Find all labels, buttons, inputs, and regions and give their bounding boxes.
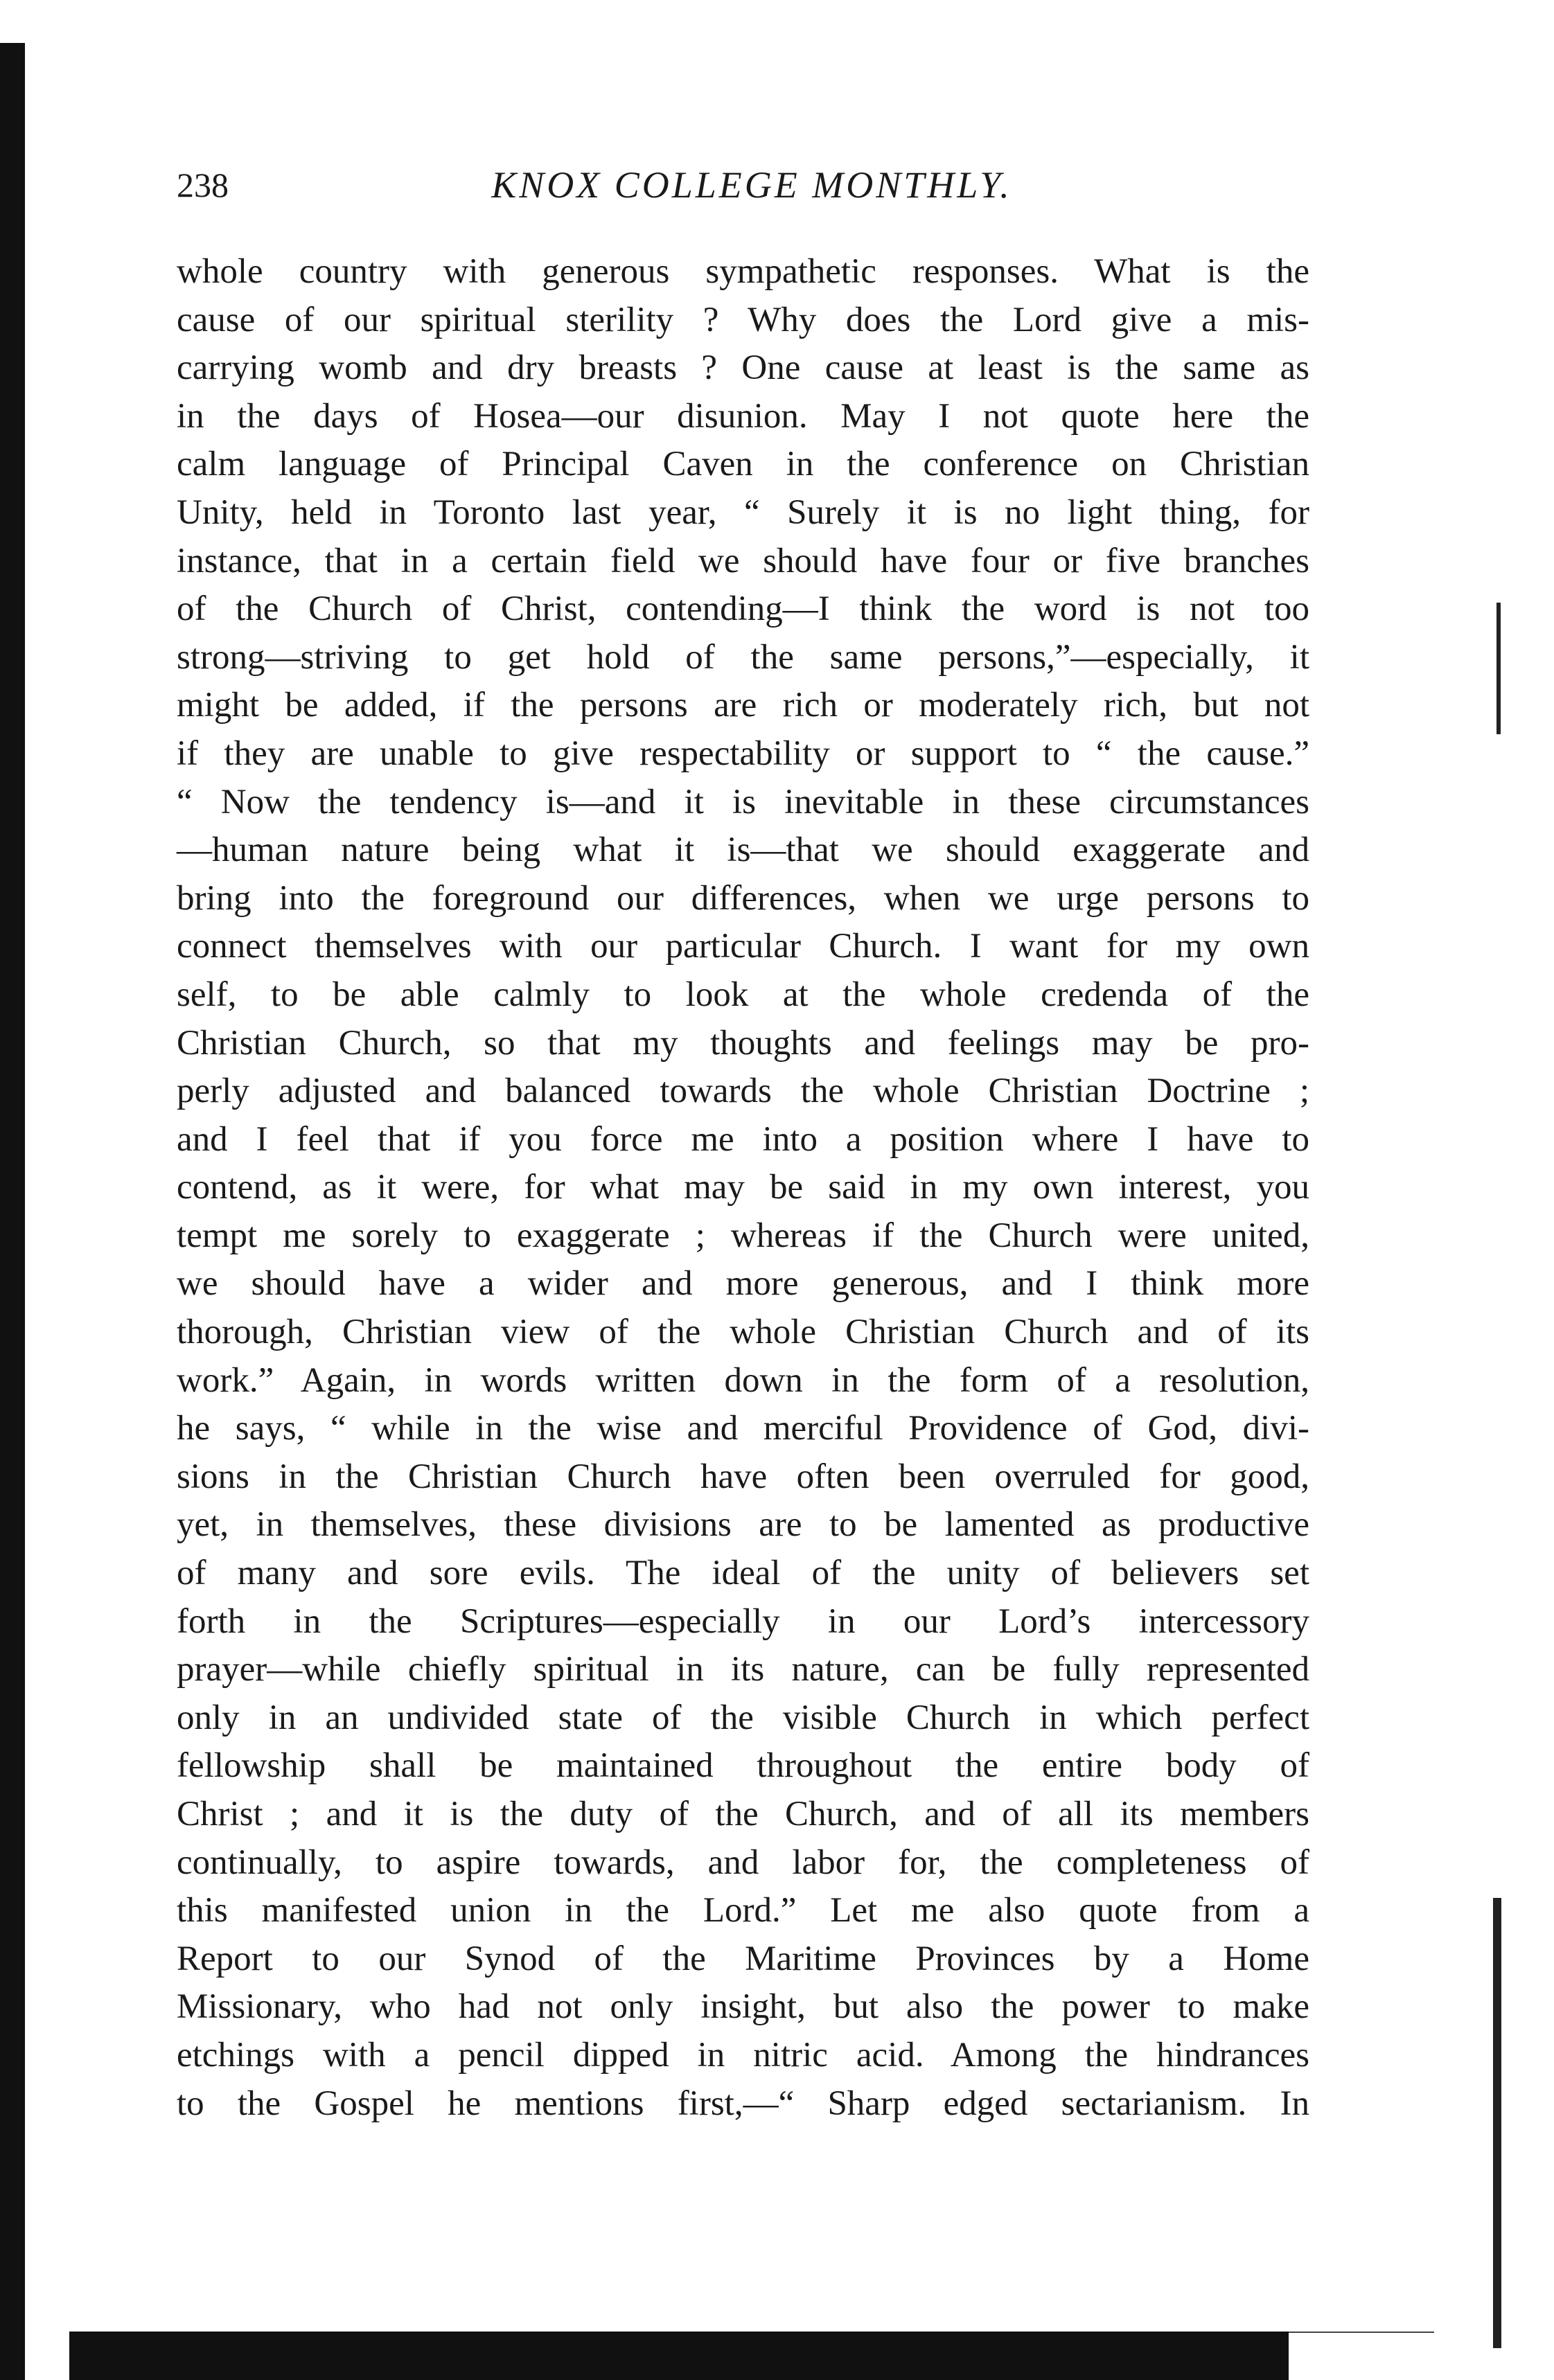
text-line: prayer—while chiefly spiritual in its nature, can be fully represented <box>177 1650 1309 1689</box>
text-line: thorough, Christian view of the whole Christian Church and of its <box>177 1313 1309 1352</box>
text-line: calm language of Principal Caven in the conference on Christian <box>177 445 1309 484</box>
text-line: work.” Again, in words written down in the form of a resolution, <box>177 1360 1309 1400</box>
text-line: whole country with generous sympathetic responses. What is the <box>177 252 1309 291</box>
text-line: only in an undivided state of the visible Church in which perfect <box>177 1698 1309 1737</box>
running-title: KNOX COLLEGE MONTHLY. <box>491 164 1012 206</box>
text-line: he says, “ while in the wise and merciful Providence of God, divi- <box>177 1409 1309 1448</box>
scan-left-edge-bar <box>0 43 25 2380</box>
text-line: —human nature being what it is—that we should exaggerate and <box>177 831 1309 870</box>
text-line: cause of our spiritual sterility ? Why does the Lord give a mis- <box>177 300 1309 339</box>
body-text <box>177 248 1309 2128</box>
text-line: Report to our Synod of the Maritime Provinces by a Home <box>177 1939 1309 1978</box>
text-line: of many and sore evils. The ideal of the unity of believers set <box>177 1554 1309 1593</box>
text-line: we should have a wider and more generous, and I think more <box>177 1264 1309 1304</box>
text-line: and I feel that if you force me into a position where I have to <box>177 1119 1309 1159</box>
text-line: etchings with a pencil dipped in nitric acid. Among the hindrances <box>177 2035 1309 2075</box>
text-line: “ Now the tendency is—and it is inevitable in these circumstances <box>177 782 1309 822</box>
text-line: strong—striving to get hold of the same persons,”—especially, it <box>177 637 1309 677</box>
text-line: self, to be able calmly to look at the whole credenda of the <box>177 975 1309 1014</box>
text-line: if they are unable to give respectability or support to “ the cause.” <box>177 734 1309 773</box>
text-line: Christian Church, so that my thoughts and feelings may be pro- <box>177 1023 1309 1063</box>
text-line: instance, that in a certain field we should have four or five branches <box>177 541 1309 580</box>
text-line: perly adjusted and balanced towards the whole Christian Doctrine ; <box>177 1072 1309 1111</box>
text-line: Christ ; and it is the duty of the Church, and of all its members <box>177 1795 1309 1833</box>
text-line: Unity, held in Toronto last year, “ Surely it is no light thing, for <box>177 492 1309 532</box>
text-line: to the Gospel he mentions first,—“ Sharp edged sectarianism. In <box>177 2084 1309 2123</box>
text-line: might be added, if the persons are rich or moderately rich, but not <box>177 686 1309 725</box>
text-line: of the Church of Christ, contending—I think the word is not too <box>177 589 1309 629</box>
page-number: 238 <box>177 166 229 204</box>
text-line: carrying womb and dry breasts ? One cause at least is the same as <box>177 348 1309 388</box>
scan-bottom-edge-line <box>1289 2332 1434 2333</box>
text-line: this manifested union in the Lord.” Let me also quote from a <box>177 1891 1309 1930</box>
text-line: fellowship shall be maintained throughout the entire body of <box>177 1746 1309 1786</box>
text-line: bring into the foreground our differences, when we urge persons to <box>177 878 1309 918</box>
text-line: continually, to aspire towards, and labor for, the completeness of <box>177 1842 1309 1882</box>
text-line: connect themselves with our particular Church. I want for my own <box>177 927 1309 966</box>
text-line: contend, as it were, for what may be said in my own interest, you <box>177 1168 1309 1207</box>
text-line: Missionary, who had not only insight, but also the power to make <box>177 1987 1309 2027</box>
text-line: yet, in themselves, these divisions are to be lamented as productive <box>177 1505 1309 1545</box>
scan-right-edge-mark <box>1496 603 1501 734</box>
text-line: sions in the Christian Church have often been overruled for good, <box>177 1457 1309 1496</box>
text-line: forth in the Scriptures—especially in our Lord’s intercessory <box>177 1601 1309 1641</box>
scan-bottom-edge-bar <box>69 2332 1289 2380</box>
text-line: tempt me sorely to exaggerate ; whereas if the Church were united, <box>177 1216 1309 1255</box>
scan-right-edge-bar <box>1493 1898 1501 2348</box>
page-header <box>177 161 1327 209</box>
text-line: in the days of Hosea—our disunion. May I not quote here the <box>177 396 1309 436</box>
